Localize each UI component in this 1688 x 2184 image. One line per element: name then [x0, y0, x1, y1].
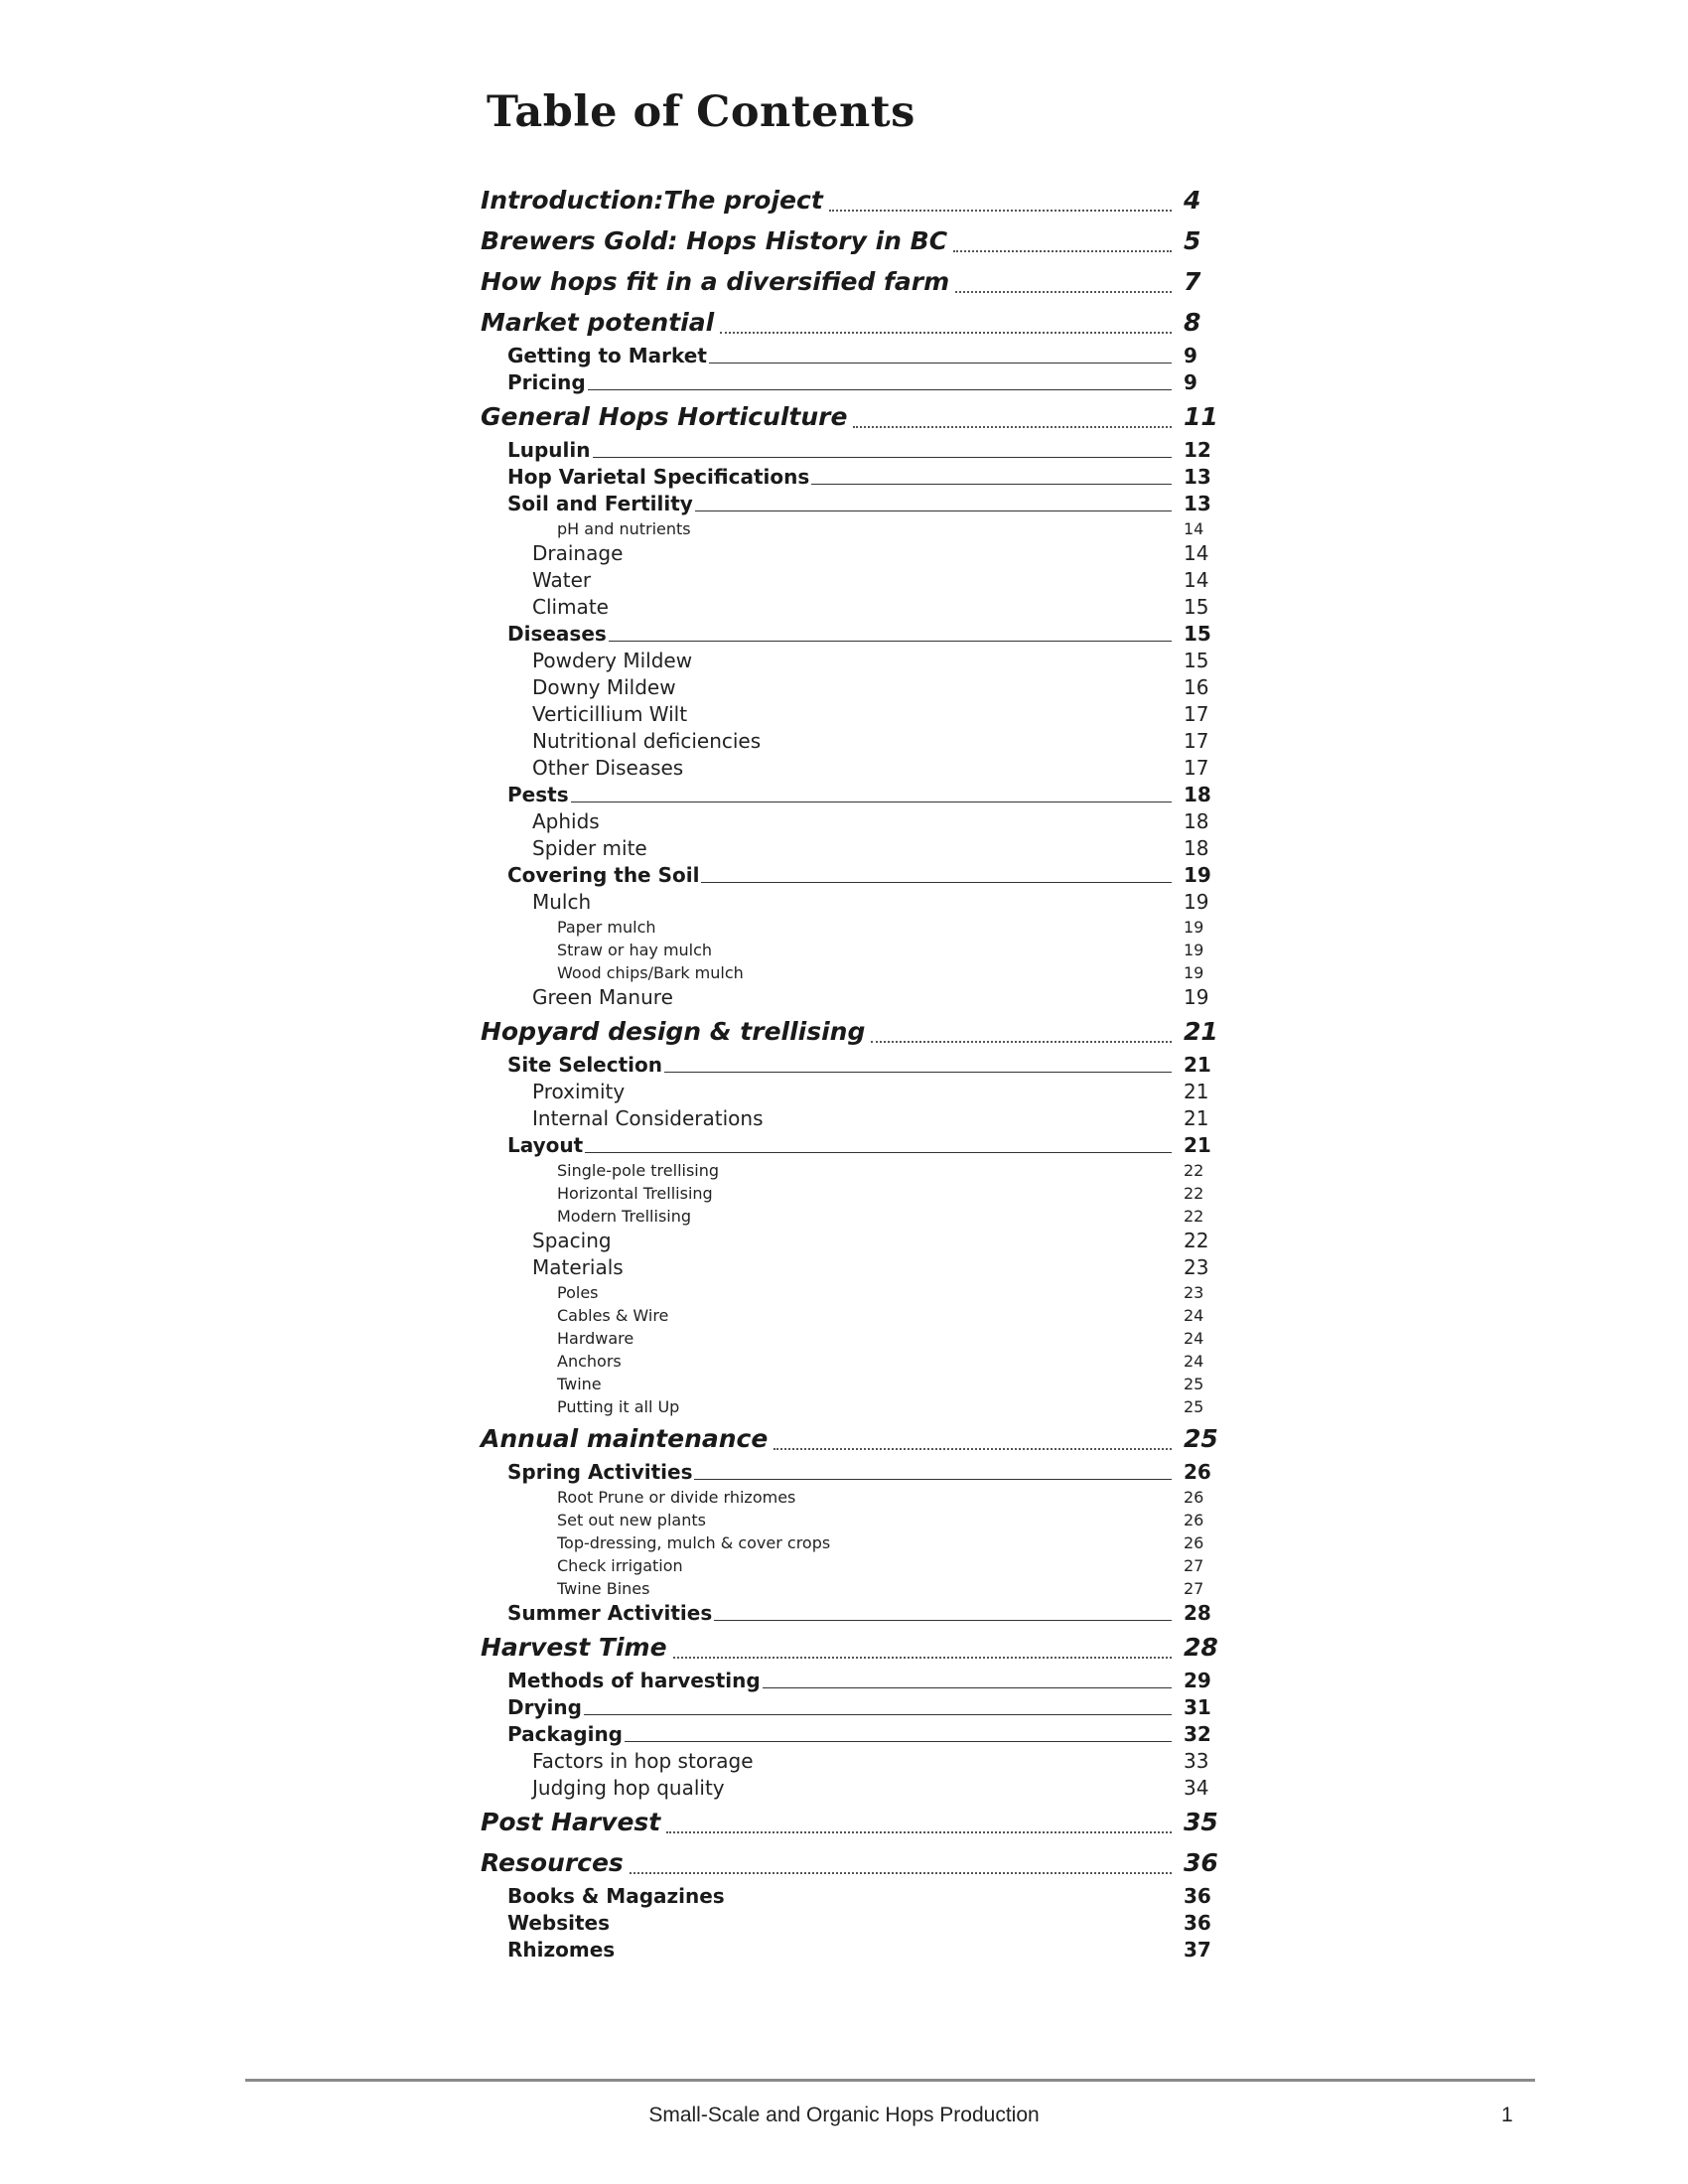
toc-entry-label: Root Prune or divide rhizomes — [557, 1488, 796, 1507]
toc-entry-page: 18 — [1184, 809, 1209, 833]
toc-entry[interactable] — [481, 1748, 1209, 1775]
toc-entry-label: Site Selection — [507, 1053, 662, 1077]
toc-entry-page: 8 — [1184, 308, 1201, 337]
toc-leader-line — [701, 882, 1172, 883]
toc-entry[interactable] — [481, 984, 1209, 1011]
footer-divider — [245, 2079, 1535, 2082]
toc-entry-label: Market potential — [481, 308, 715, 337]
toc-entry-label: General Hops Horticulture — [481, 402, 848, 431]
toc-entry-label: Introduction:The project — [481, 186, 823, 215]
toc-leader-line — [811, 484, 1172, 485]
toc-leader-line — [673, 1657, 1172, 1659]
toc-entry-label: Annual maintenance — [481, 1424, 769, 1453]
toc-entry[interactable] — [481, 782, 1211, 808]
toc-entry-label: Books & Magazines — [507, 1884, 725, 1908]
toc-entry[interactable] — [481, 180, 1205, 220]
toc-entry[interactable] — [481, 1554, 1205, 1577]
toc-entry[interactable] — [481, 1254, 1209, 1281]
toc-entry[interactable] — [481, 1304, 1205, 1327]
toc-entry-page: 36 — [1184, 1848, 1218, 1877]
toc-entry-label: Internal Considerations — [532, 1106, 764, 1130]
toc-entry-label: Green Manure — [532, 985, 673, 1009]
toc-leader-line — [953, 250, 1172, 252]
toc-entry-label: Modern Trellising — [557, 1207, 692, 1226]
toc-entry-label: Straw or hay mulch — [557, 941, 713, 959]
toc-entry-label: Layout — [507, 1133, 584, 1157]
toc-entry-page: 18 — [1184, 783, 1211, 806]
toc-entry[interactable] — [481, 437, 1211, 464]
toc-entry-page: 26 — [1184, 1511, 1204, 1529]
toc-entry-label: Factors in hop storage — [532, 1749, 754, 1773]
toc-entry-page: 14 — [1184, 568, 1209, 592]
toc-entry[interactable] — [481, 755, 1209, 782]
toc-leader-line — [774, 1448, 1172, 1450]
toc-leader-line — [666, 1831, 1172, 1833]
toc-entry-page: 36 — [1184, 1884, 1211, 1908]
toc-entry-page: 34 — [1184, 1776, 1209, 1800]
toc-entry-label: Water — [532, 568, 592, 592]
toc-entry[interactable] — [481, 1327, 1205, 1350]
toc-entry[interactable] — [481, 1132, 1211, 1159]
toc-entry-page: 13 — [1184, 492, 1211, 515]
toc-entry-label: Top-dressing, mulch & cover crops — [557, 1533, 831, 1552]
toc-entry-page: 9 — [1184, 344, 1197, 367]
toc-leader-line — [593, 457, 1173, 458]
toc-entry-page: 7 — [1184, 267, 1201, 296]
toc-entry-label: Putting it all Up — [557, 1397, 680, 1416]
toc-entry-page: 4 — [1184, 186, 1201, 215]
toc-entry-page: 23 — [1184, 1283, 1204, 1302]
table-of-contents — [481, 180, 1218, 1964]
toc-entry[interactable] — [481, 1459, 1211, 1486]
toc-entry-label: Set out new plants — [557, 1511, 706, 1529]
toc-entry[interactable] — [481, 1910, 1211, 1937]
toc-entry-page: 22 — [1184, 1161, 1204, 1180]
toc-leader-line — [955, 291, 1172, 293]
toc-entry-label: Proximity — [532, 1080, 626, 1103]
toc-entry-page: 17 — [1184, 729, 1209, 753]
toc-entry-page: 25 — [1184, 1397, 1204, 1416]
toc-entry[interactable] — [481, 1531, 1205, 1554]
toc-entry[interactable] — [481, 961, 1205, 984]
toc-entry-page: 21 — [1184, 1017, 1218, 1046]
toc-entry-page: 19 — [1184, 863, 1211, 887]
toc-entry[interactable] — [481, 1350, 1205, 1373]
toc-entry-page: 25 — [1184, 1375, 1204, 1393]
toc-entry[interactable] — [481, 808, 1209, 835]
toc-leader-line — [709, 363, 1172, 364]
toc-leader-line — [664, 1072, 1172, 1073]
toc-entry-page: 14 — [1184, 519, 1204, 538]
toc-entry-page: 12 — [1184, 438, 1211, 462]
toc-entry-page: 33 — [1184, 1749, 1209, 1773]
toc-entry-page: 11 — [1184, 402, 1218, 431]
toc-entry[interactable] — [481, 835, 1209, 862]
toc-leader-line — [853, 426, 1172, 428]
toc-entry-page: 21 — [1184, 1053, 1211, 1077]
toc-entry[interactable] — [481, 567, 1209, 594]
toc-entry-label: Covering the Soil — [507, 863, 700, 887]
toc-entry[interactable] — [481, 396, 1218, 437]
toc-leader-line — [694, 1479, 1172, 1480]
toc-entry[interactable] — [481, 343, 1205, 369]
toc-entry[interactable] — [481, 1802, 1218, 1842]
toc-entry-label: Pests — [507, 783, 569, 806]
toc-entry-label: Powdery Mildew — [532, 649, 693, 672]
toc-entry-label: Hopyard design & trellising — [481, 1017, 866, 1046]
toc-entry-page: 24 — [1184, 1306, 1204, 1325]
toc-entry-page: 32 — [1184, 1722, 1211, 1746]
toc-entry-label: Brewers Gold: Hops History in BC — [481, 226, 948, 255]
toc-entry-label: Cables & Wire — [557, 1306, 669, 1325]
toc-entry-label: Horizontal Trellising — [557, 1184, 713, 1203]
toc-entry-page: 26 — [1184, 1460, 1211, 1484]
toc-entry-page: 21 — [1184, 1133, 1211, 1157]
toc-leader-line — [625, 1741, 1172, 1742]
toc-entry[interactable] — [481, 1079, 1209, 1105]
toc-leader-line — [609, 641, 1172, 642]
toc-entry[interactable] — [481, 1668, 1211, 1694]
toc-entry[interactable] — [481, 1281, 1205, 1304]
toc-entry-page: 15 — [1184, 649, 1209, 672]
toc-entry-label: Other Diseases — [532, 756, 684, 780]
toc-entry-label: How hops fit in a diversified farm — [481, 267, 950, 296]
toc-entry-label: Hop Varietal Specifications — [507, 465, 810, 489]
toc-entry-label: Packaging — [507, 1722, 623, 1746]
toc-entry-label: Summer Activities — [507, 1601, 713, 1625]
toc-entry-label: Check irrigation — [557, 1556, 683, 1575]
toc-entry-page: 22 — [1184, 1207, 1204, 1226]
toc-entry-label: Drainage — [532, 541, 624, 565]
toc-entry-page: 21 — [1184, 1080, 1209, 1103]
toc-entry-label: Judging hop quality — [532, 1776, 725, 1800]
toc-entry-page: 29 — [1184, 1669, 1211, 1692]
toc-entry[interactable] — [481, 862, 1211, 889]
toc-entry[interactable] — [481, 1205, 1205, 1228]
toc-entry[interactable] — [481, 1418, 1218, 1459]
toc-entry-page: 18 — [1184, 836, 1209, 860]
toc-entry-page: 26 — [1184, 1533, 1204, 1552]
toc-entry-label: Mulch — [532, 890, 592, 914]
toc-entry-label: Lupulin — [507, 438, 591, 462]
toc-leader-line — [695, 510, 1172, 511]
toc-entry-page: 17 — [1184, 756, 1209, 780]
toc-entry-label: Poles — [557, 1283, 599, 1302]
toc-entry-label: Rhizomes — [507, 1938, 616, 1962]
toc-entry[interactable] — [481, 939, 1205, 961]
toc-entry-page: 19 — [1184, 890, 1209, 914]
toc-entry-label: Resources — [481, 1848, 624, 1877]
toc-entry-label: Climate — [532, 595, 609, 619]
toc-entry-page: 25 — [1184, 1424, 1218, 1453]
toc-entry-label: Anchors — [557, 1352, 622, 1371]
toc-entry-label: Paper mulch — [557, 918, 656, 937]
toc-entry-page: 19 — [1184, 941, 1204, 959]
toc-entry[interactable] — [481, 1937, 1211, 1964]
toc-entry[interactable] — [481, 1486, 1205, 1509]
toc-entry-page: 24 — [1184, 1352, 1204, 1371]
toc-entry[interactable] — [481, 1182, 1205, 1205]
toc-entry[interactable] — [481, 1775, 1209, 1802]
toc-entry-label: Methods of harvesting — [507, 1669, 761, 1692]
toc-entry[interactable] — [481, 261, 1205, 302]
toc-entry-label: Hardware — [557, 1329, 634, 1348]
footer-title: Small-Scale and Organic Hops Production — [648, 2104, 1040, 2126]
toc-entry-label: Twine — [557, 1375, 602, 1393]
toc-entry-page: 16 — [1184, 675, 1209, 699]
toc-entry-page: 36 — [1184, 1911, 1211, 1935]
toc-entry[interactable] — [481, 369, 1205, 396]
toc-entry-page: 28 — [1184, 1601, 1211, 1625]
toc-leader-line — [871, 1041, 1172, 1043]
toc-entry[interactable] — [481, 1105, 1209, 1132]
toc-entry-page: 21 — [1184, 1106, 1209, 1130]
toc-leader-line — [829, 210, 1172, 212]
toc-entry-label: Verticillium Wilt — [532, 702, 688, 726]
toc-entry-label: Soil and Fertility — [507, 492, 693, 515]
toc-entry-page: 5 — [1184, 226, 1201, 255]
toc-entry[interactable] — [481, 1373, 1205, 1395]
toc-entry[interactable] — [481, 1395, 1205, 1418]
toc-leader-line — [584, 1714, 1172, 1715]
toc-entry-page: 35 — [1184, 1808, 1218, 1836]
toc-entry[interactable] — [481, 302, 1205, 343]
toc-entry-page: 19 — [1184, 918, 1204, 937]
toc-entry-page: 26 — [1184, 1488, 1204, 1507]
toc-entry[interactable] — [481, 916, 1205, 939]
toc-entry-label: Pricing — [507, 370, 586, 394]
toc-entry[interactable] — [481, 701, 1209, 728]
toc-entry-page: 15 — [1184, 595, 1209, 619]
toc-entry-page: 24 — [1184, 1329, 1204, 1348]
toc-entry[interactable] — [481, 1842, 1218, 1883]
toc-entry[interactable] — [481, 594, 1209, 621]
toc-entry[interactable] — [481, 1159, 1205, 1182]
page-title: Table of Contents — [487, 87, 915, 137]
toc-entry[interactable] — [481, 1627, 1218, 1668]
toc-entry-page: 9 — [1184, 370, 1197, 394]
toc-entry[interactable] — [481, 1011, 1218, 1052]
toc-entry-label: Nutritional deficiencies — [532, 729, 762, 753]
toc-entry-page: 14 — [1184, 541, 1209, 565]
toc-entry-page: 13 — [1184, 465, 1211, 489]
toc-entry-label: Twine Bines — [557, 1579, 650, 1598]
toc-leader-line — [588, 389, 1172, 390]
toc-entry-label: Single-pole trellising — [557, 1161, 720, 1180]
toc-entry-label: Diseases — [507, 622, 607, 646]
toc-entry[interactable] — [481, 889, 1209, 916]
toc-entry[interactable] — [481, 674, 1209, 701]
toc-entry-page: 28 — [1184, 1633, 1218, 1662]
toc-entry-page: 22 — [1184, 1184, 1204, 1203]
toc-entry-label: Aphids — [532, 809, 600, 833]
toc-leader-line — [714, 1620, 1172, 1621]
toc-entry-page: 37 — [1184, 1938, 1211, 1962]
toc-leader-line — [720, 332, 1172, 334]
toc-entry[interactable] — [481, 540, 1209, 567]
toc-entry-label: Spring Activities — [507, 1460, 693, 1484]
toc-entry[interactable] — [481, 1577, 1205, 1600]
toc-entry-label: Spacing — [532, 1229, 612, 1252]
toc-entry[interactable] — [481, 621, 1211, 648]
toc-entry[interactable] — [481, 648, 1209, 674]
toc-entry[interactable] — [481, 1721, 1211, 1748]
toc-entry-label: Harvest Time — [481, 1633, 667, 1662]
toc-entry[interactable] — [481, 728, 1209, 755]
toc-entry-page: 23 — [1184, 1255, 1209, 1279]
toc-entry-page: 27 — [1184, 1579, 1204, 1598]
toc-leader-line — [630, 1872, 1172, 1874]
toc-entry-page: 19 — [1184, 985, 1209, 1009]
toc-entry-page: 19 — [1184, 963, 1204, 982]
toc-entry-label: Post Harvest — [481, 1808, 661, 1836]
toc-entry-label: Downy Mildew — [532, 675, 676, 699]
toc-entry-page: 27 — [1184, 1556, 1204, 1575]
toc-entry[interactable] — [481, 1600, 1211, 1627]
toc-entry[interactable] — [481, 517, 1205, 540]
toc-entry-label: Wood chips/Bark mulch — [557, 963, 744, 982]
toc-entry[interactable] — [481, 1694, 1211, 1721]
toc-entry-label: Spider mite — [532, 836, 647, 860]
toc-entry-page: 15 — [1184, 622, 1211, 646]
toc-entry[interactable] — [481, 464, 1211, 491]
toc-leader-line — [585, 1152, 1172, 1153]
page-number: 1 — [1501, 2104, 1513, 2126]
toc-entry[interactable] — [481, 1509, 1205, 1531]
toc-entry-page: 22 — [1184, 1229, 1209, 1252]
toc-entry[interactable] — [481, 1052, 1211, 1079]
toc-entry-label: Getting to Market — [507, 344, 707, 367]
toc-leader-line — [571, 801, 1172, 802]
toc-leader-line — [763, 1687, 1172, 1688]
toc-entry[interactable] — [481, 491, 1211, 517]
toc-entry[interactable] — [481, 1883, 1211, 1910]
toc-entry-label: Websites — [507, 1911, 611, 1935]
toc-entry-label: Materials — [532, 1255, 624, 1279]
toc-entry-page: 31 — [1184, 1695, 1211, 1719]
toc-entry-page: 17 — [1184, 702, 1209, 726]
toc-entry[interactable] — [481, 220, 1205, 261]
toc-entry-label: pH and nutrients — [557, 519, 691, 538]
toc-entry-label: Drying — [507, 1695, 582, 1719]
toc-entry[interactable] — [481, 1228, 1209, 1254]
